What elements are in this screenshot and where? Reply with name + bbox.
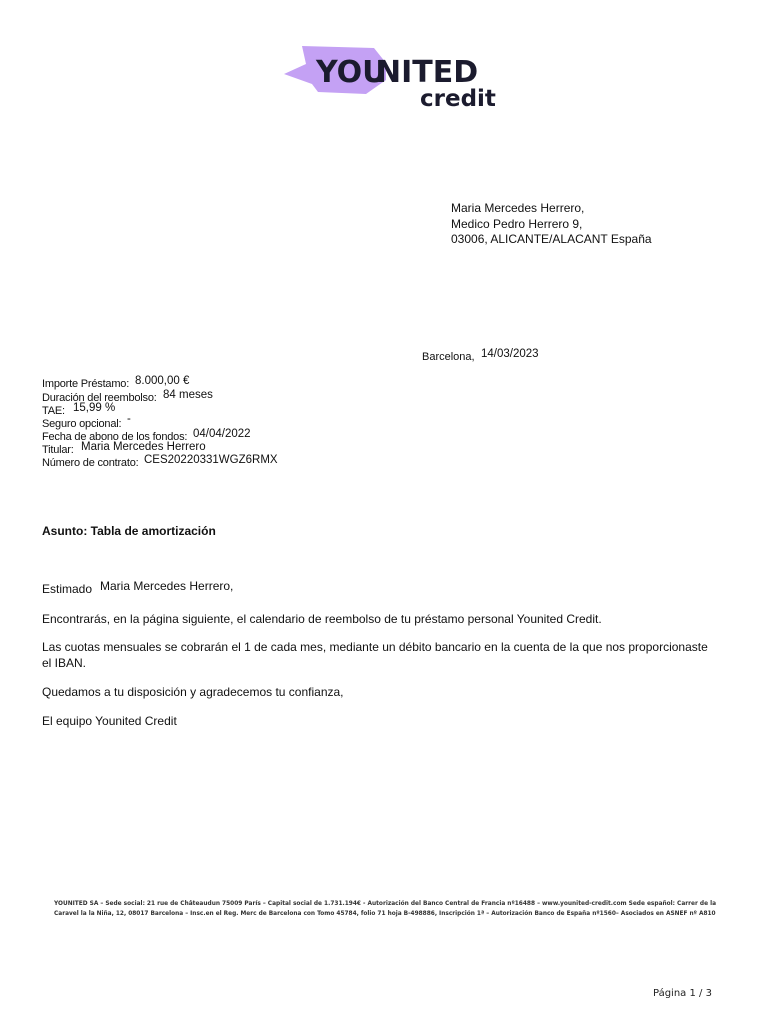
signature: El equipo Younited Credit [42, 714, 177, 728]
greeting-name: Maria Mercedes Herrero, [100, 579, 234, 593]
recipient-city: 03006, ALICANTE/ALACANT España [451, 232, 652, 246]
legal-footer-line1: YOUNITED SA – Sede social: 21 rue de Châteaudun 75009 París – Capital social de 1.731.194€ - Autorización del Banco Central de Francia nº16488 – www.younited-credit.com Sede español: Carrer de la [54, 900, 717, 907]
recipient-name: Maria Mercedes Herrero, [451, 201, 585, 215]
letter-city: Barcelona, [422, 351, 475, 363]
contract-value: CES20220331WGZ6RMX [144, 454, 278, 466]
contract-label: Número de contrato: [42, 457, 139, 469]
holder-value: Maria Mercedes Herrero [81, 441, 206, 453]
letter-date: 14/03/2023 [481, 348, 539, 360]
tae-value: 15,99 % [73, 402, 116, 414]
amount-value: 8.000,00 € [135, 375, 190, 387]
logo-text-credit: credit [420, 86, 496, 110]
paragraph-thanks: Quedamos a tu disposición y agradecemos tu confianza, [42, 685, 344, 699]
younited-credit-logo [282, 44, 504, 110]
logo-text-nited: NITED [376, 55, 479, 90]
legal-footer-line2: Caravel la la Niña, 12, 08017 Barcelona – Insc.en el Reg. Merc de Barcelona con Tomo 45784, folio 71 hoja B-498886, Inscripción 1ª – Autorización Banco de España nº1560– Asociados en ASNEF nº A810 [54, 910, 716, 917]
paragraph-calendar: Encontrarás, en la página siguiente, el calendario de reembolso de tu préstamo personal Younited Credit. [42, 612, 602, 626]
paragraph-debit-line1: Las cuotas mensuales se cobrarán el 1 de cada mes, mediante un débito bancario en la cuenta de la que nos proporcionaste [42, 640, 708, 654]
tae-label: TAE: [42, 405, 65, 417]
greeting: Estimado [42, 582, 93, 596]
amount-label: Importe Préstamo: [42, 378, 130, 390]
insurance-label: Seguro opcional: [42, 418, 122, 430]
paragraph-debit-line2: el IBAN. [42, 655, 87, 670]
holder-label: Titular: [42, 444, 74, 456]
logo-text-you: YOU [316, 55, 387, 90]
recipient-address [451, 201, 652, 248]
duration-value: 84 meses [163, 389, 213, 401]
recipient-street: Medico Pedro Herrero 9, [451, 216, 583, 231]
funding-date-label: Fecha de abono de los fondos: [42, 431, 188, 443]
duration-label: Duración del reembolso: [42, 392, 157, 404]
legal-footer [54, 899, 716, 919]
funding-date-value: 04/04/2022 [193, 428, 251, 440]
letter-subject: Asunto: Tabla de amortización [42, 524, 216, 538]
insurance-value: - [127, 413, 131, 425]
paragraph-debit [42, 640, 714, 671]
page-number: Página 1 / 3 [653, 988, 712, 999]
